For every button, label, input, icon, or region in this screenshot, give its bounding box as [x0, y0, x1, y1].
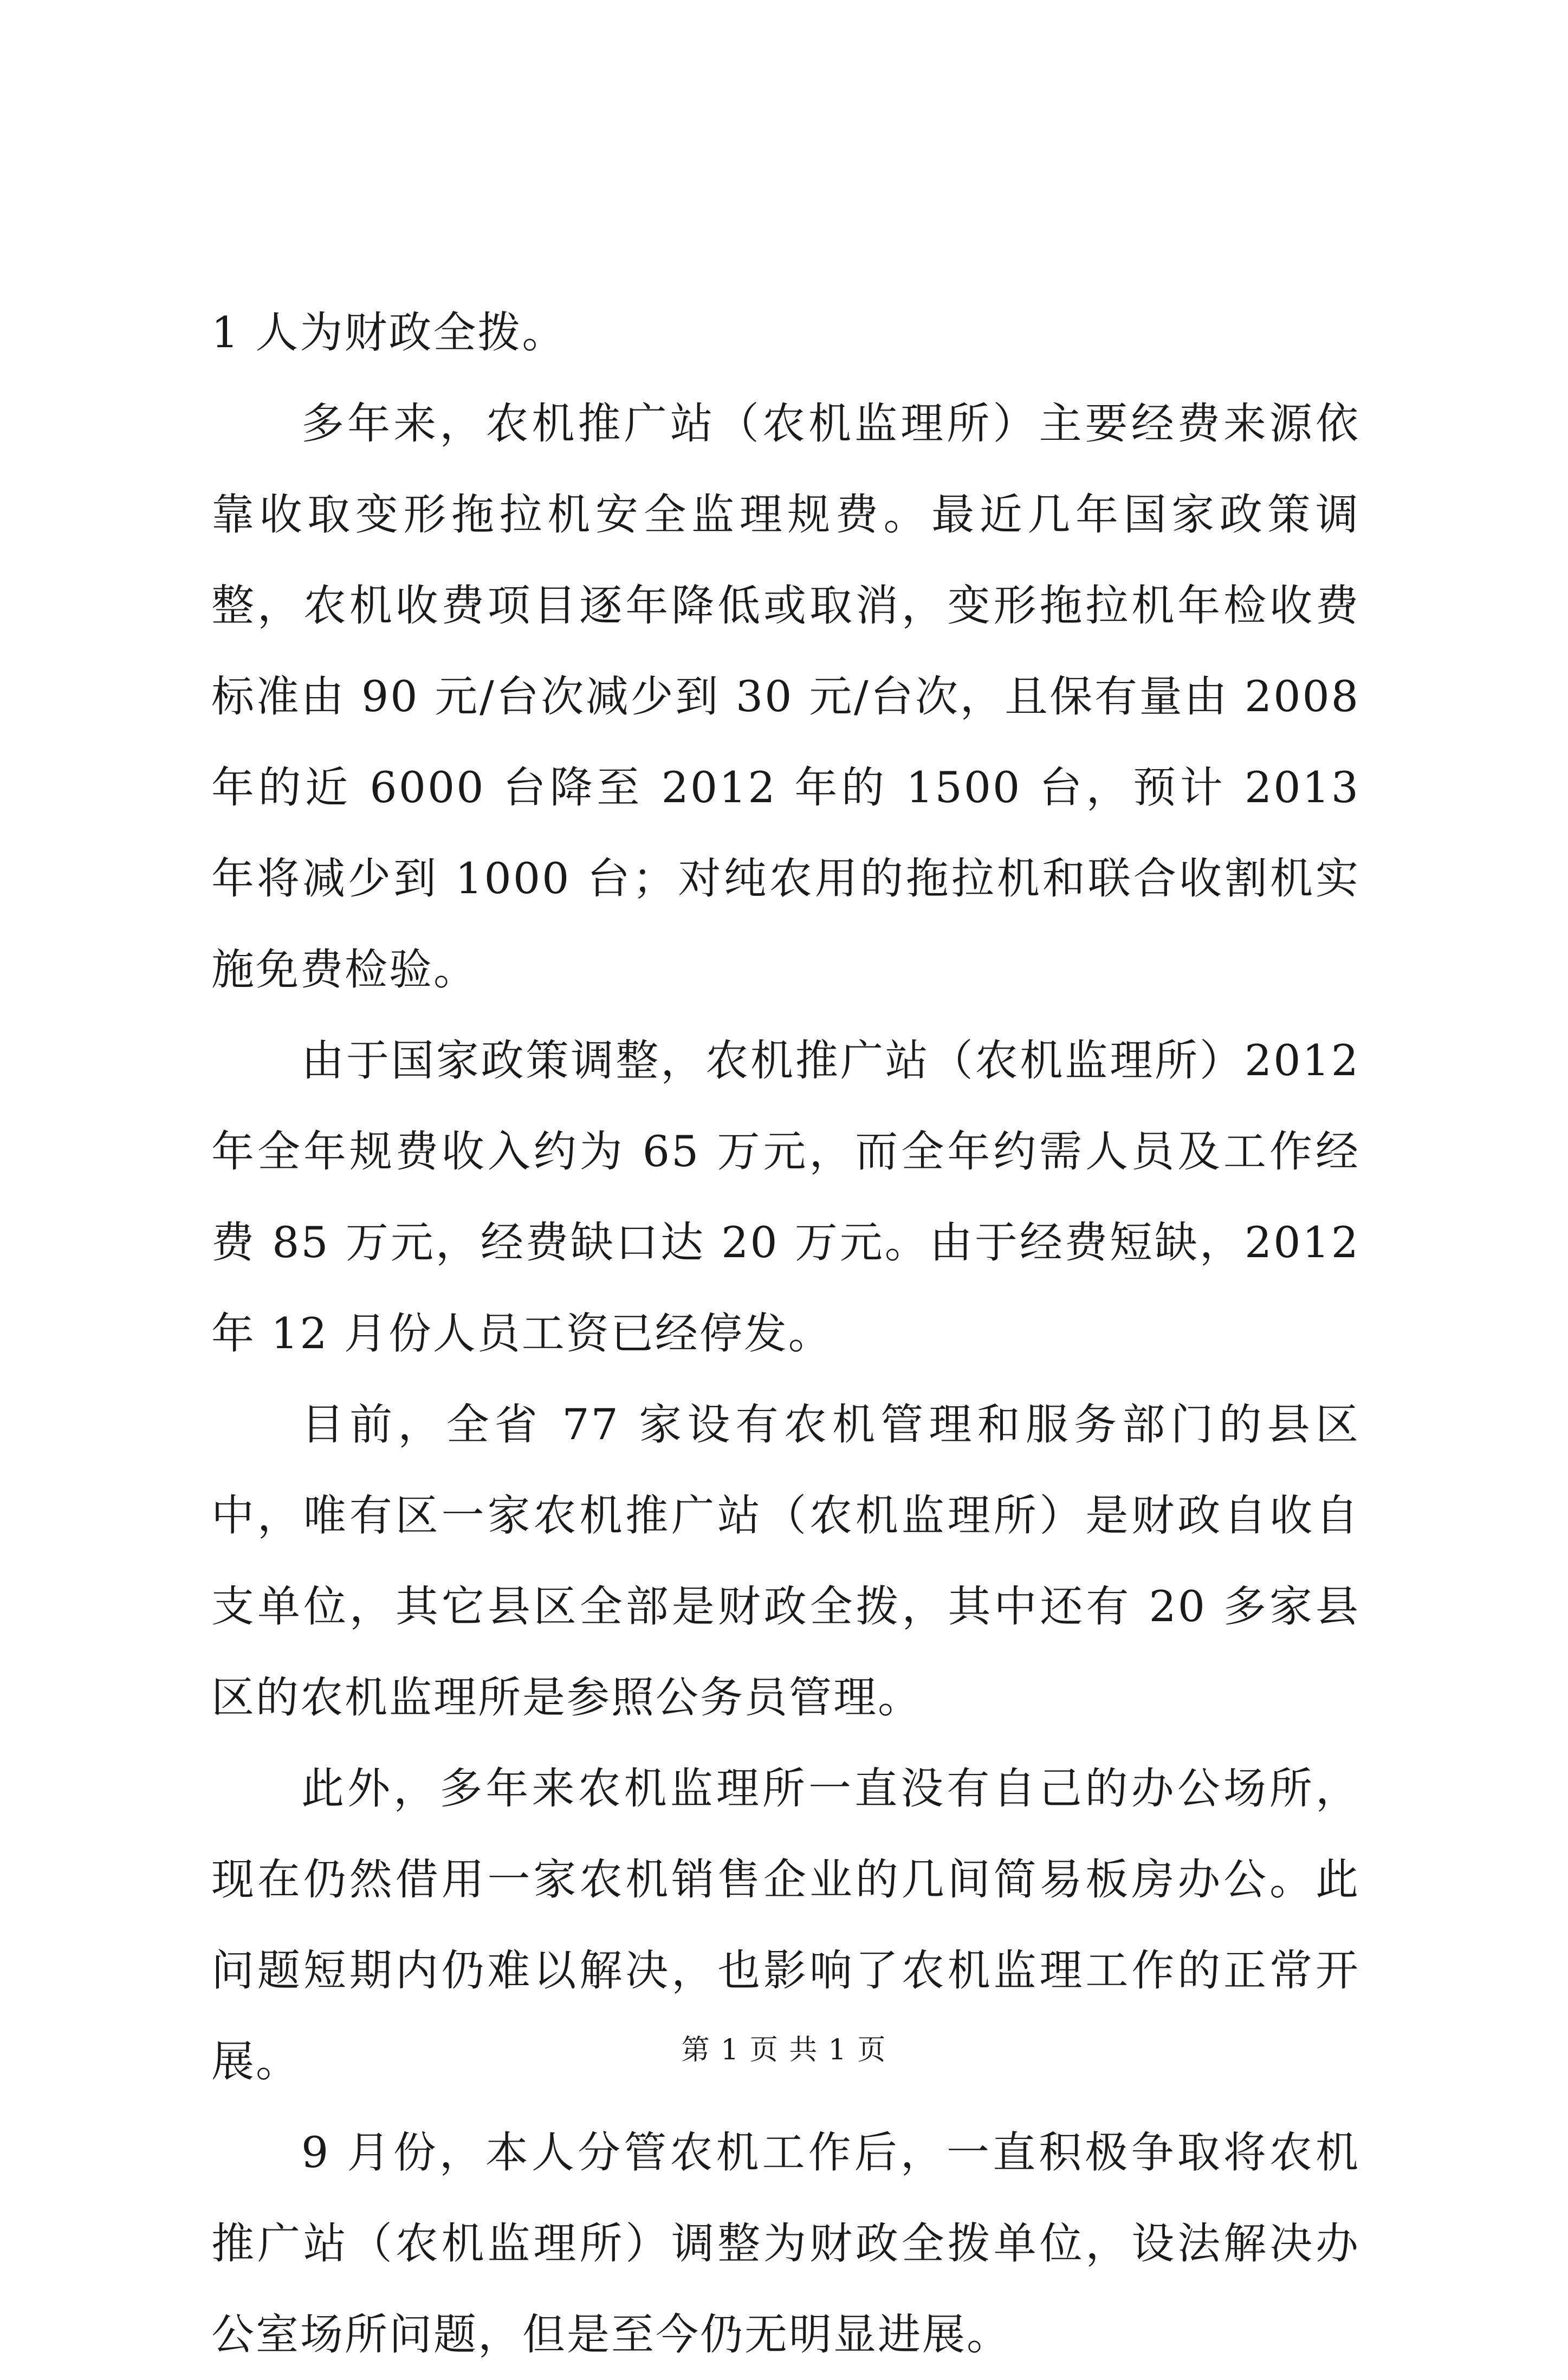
paragraph-progress: 9 月份，本人分管农机工作后，一直积极争取将农机推广站（农机监理所）调整为财政全拨单位，设法解决办公室场所问题，但是至今仍无明显进展。: [211, 2128, 1360, 2359]
paragraph-office-space: 此外，多年来农机监理所一直没有自己的办公场所，现在仍然借用一家农机销售企业的几间简易板房办公。此问题短期内仍难以解决，也影响了农机监理工作的正常开展。: [211, 1764, 1360, 2086]
paragraph-province-comparison: 目前，全省 77 家设有农机管理和服务部门的县区中，唯有区一家农机推广站（农机监理所）是财政自收自支单位，其它县区全部是财政全拨，其中还有 20 多家县区的农机监理所是参照公务员管理。: [211, 1400, 1360, 1722]
paragraph-continuation: 1 人为财政全拨。: [211, 308, 567, 357]
page-footer: 第 1 页 共 1 页: [681, 2034, 887, 2066]
paragraph-funding-gap: 由于国家政策调整，农机推广站（农机监理所）2012 年全年规费收入约为 65 万元，而全年约需人员及工作经费 85 万元，经费缺口达 20 万元。由于经费短缺，2012 年 12 月份人员工资已经停发。: [211, 1036, 1360, 1358]
paragraph-funding-source: 多年来，农机推广站（农机监理所）主要经费来源依靠收取变形拖拉机安全监理规费。最近几年国家政策调整，农机收费项目逐年降低或取消，变形拖拉机年检收费标准由 90 元/台次减少到 30 元/台次，且保有量由 2008 年的近 6000 台降至 2012 年的 1500 台，预计 2013 年将减少到 1000 台；对纯农用的拖拉机和联合收割机实施免费检验。: [211, 399, 1360, 994]
